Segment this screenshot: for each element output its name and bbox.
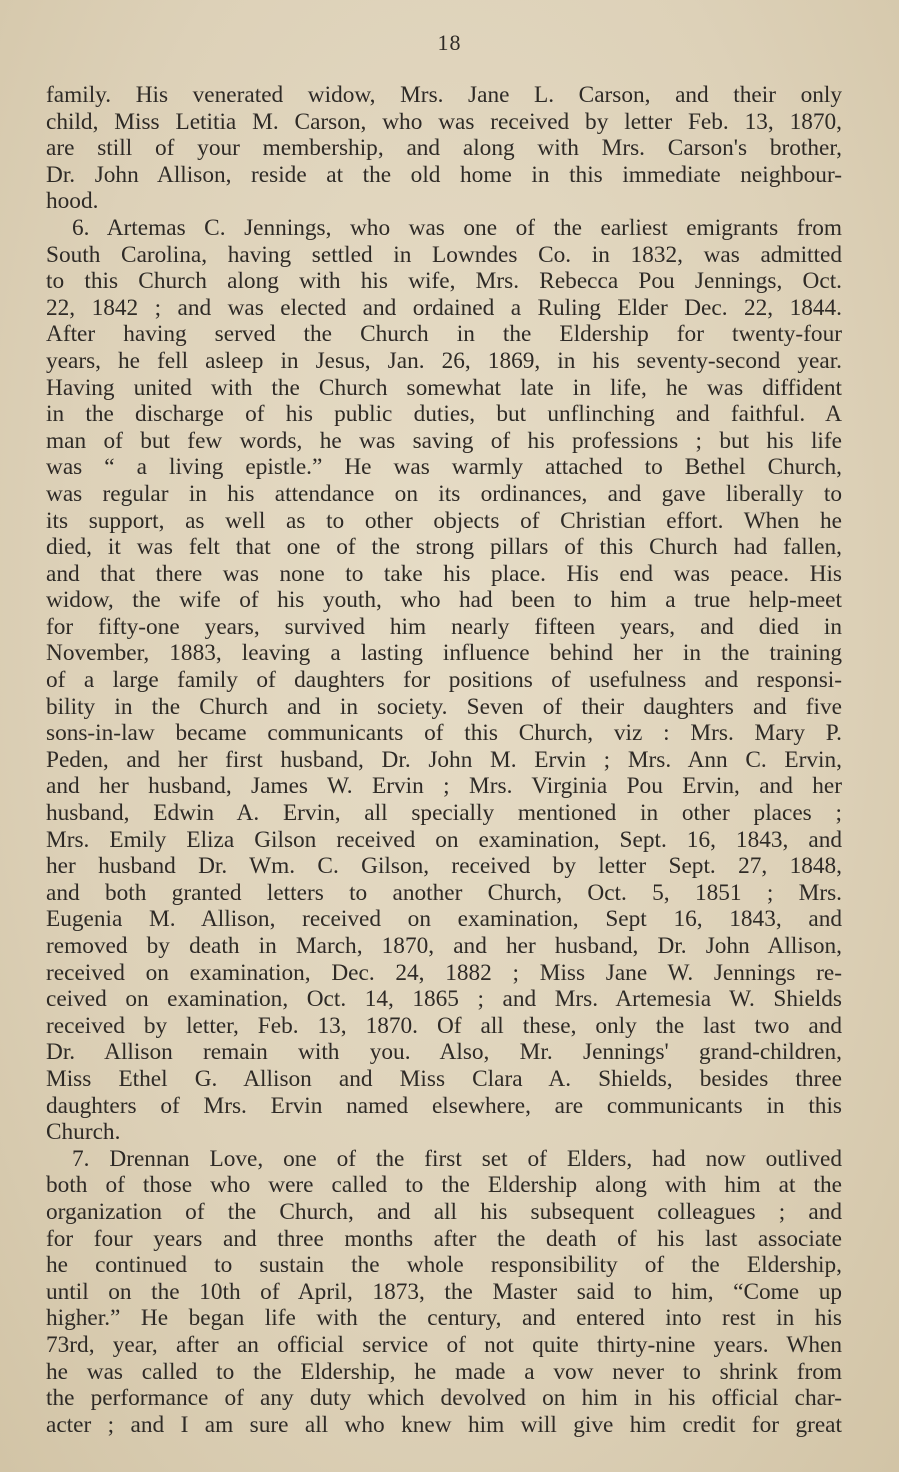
text-line: and her husband, James W. Ervin ; Mrs. Virginia Pou Ervin, and her <box>46 773 842 800</box>
page-number: 18 <box>437 30 462 55</box>
text-line: its support, as well as to other objects of Christian effort. When he <box>46 507 842 534</box>
text-line: Miss Ethel G. Allison and Miss Clara A. Shields, besides three <box>46 1065 842 1092</box>
text-line: he continued to sustain the whole responsibility of the Eldership, <box>46 1252 842 1279</box>
text-line: family. His venerated widow, Mrs. Jane L. Carson, and their only <box>46 82 842 108</box>
text-line: 73rd, year, after an official service of not quite thirty-nine years. When <box>46 1331 842 1358</box>
text-line: organization of the Church, and all his subsequent colleagues ; and <box>46 1198 842 1225</box>
body-text <box>46 82 842 1438</box>
text-line: child, Miss Letitia M. Carson, who was received by letter Feb. 13, 1870, <box>46 108 842 135</box>
text-line: removed by death in March, 1870, and her husband, Dr. John Allison, <box>46 933 842 959</box>
text-line: was “ a living epistle.” He was warmly attached to Bethel Church, <box>46 454 842 481</box>
text-line: Peden, and her first husband, Dr. John M. Ervin ; Mrs. Ann C. Ervin, <box>46 746 842 773</box>
text-line: ceived on examination, Oct. 14, 1865 ; and Mrs. Artemesia W. Shields <box>46 986 842 1013</box>
text-line: he was called to the Eldership, he made a vow never to shrink from <box>46 1358 842 1385</box>
text-line: 6. Artemas C. Jennings, who was one of the earliest emigrants from <box>72 214 842 241</box>
text-line: South Carolina, having settled in Lowndes Co. in 1832, was admitted <box>46 241 842 268</box>
text-line: in the discharge of his public duties, but unflinching and faithful. A <box>46 401 842 428</box>
text-line: to this Church along with his wife, Mrs. Rebecca Pou Jennings, Oct. <box>46 268 842 295</box>
text-line: Eugenia M. Allison, received on examination, Sept 16, 1843, and <box>46 906 842 933</box>
text-line: for fifty-one years, survived him nearly fifteen years, and died in <box>46 613 842 640</box>
text-line: sons-in-law became communicants of this Church, viz : Mrs. Mary P. <box>46 720 842 747</box>
text-line: husband, Edwin A. Ervin, all specially mentioned in other places ; <box>46 800 842 827</box>
text-line: Having united with the Church somewhat late in life, he was diffident <box>46 374 842 401</box>
text-line: died, it was felt that one of the strong pillars of this Church had fallen, <box>46 534 842 561</box>
text-line: widow, the wife of his youth, who had been to him a true help-meet <box>46 587 842 614</box>
text-line: man of but few words, he was saving of his professions ; but his life <box>46 427 842 454</box>
text-line: for four years and three months after the death of his last associate <box>46 1225 842 1252</box>
text-line: until on the 10th of April, 1873, the Master said to him, “Come up <box>46 1278 842 1305</box>
text-line: her husband Dr. Wm. C. Gilson, received by letter Sept. 27, 1848, <box>46 853 842 880</box>
text-line: Church. <box>46 1119 121 1146</box>
text-line: daughters of Mrs. Ervin named elsewhere, are communicants in this <box>46 1092 842 1119</box>
text-line: of a large family of daughters for positions of usefulness and responsi- <box>46 667 842 694</box>
text-line: received on examination, Dec. 24, 1882 ; Miss Jane W. Jennings re- <box>46 959 842 986</box>
text-line: Dr. John Allison, reside at the old home in this immediate neighbour- <box>46 161 842 188</box>
text-line: hood. <box>46 188 99 215</box>
text-line: the performance of any duty which devolved on him in his official char- <box>46 1385 842 1412</box>
text-line: bility in the Church and in society. Seven of their daughters and five <box>46 693 842 720</box>
text-line: was regular in his attendance on its ordinances, and gave liberally to <box>46 480 842 507</box>
text-line: received by letter, Feb. 13, 1870. Of all these, only the last two and <box>46 1012 842 1039</box>
text-line: and both granted letters to another Church, Oct. 5, 1851 ; Mrs. <box>46 879 842 906</box>
text-line: both of those who were called to the Eldership along with him at the <box>46 1172 842 1199</box>
text-line: acter ; and I am sure all who knew him will give him credit for great <box>46 1411 842 1438</box>
text-line: higher.” He began life with the century, and entered into rest in his <box>46 1305 842 1332</box>
text-line: are still of your membership, and along with Mrs. Carson's brother, <box>46 135 842 162</box>
text-line: November, 1883, leaving a lasting influence behind her in the training <box>46 640 842 667</box>
text-line: Dr. Allison remain with you. Also, Mr. Jennings' grand-children, <box>46 1039 842 1066</box>
text-line: 22, 1842 ; and was elected and ordained a Ruling Elder Dec. 22, 1844. <box>46 294 842 321</box>
text-line: years, he fell asleep in Jesus, Jan. 26, 1869, in his seventy-second year. <box>46 347 842 374</box>
text-line: After having served the Church in the Eldership for twenty-four <box>46 321 842 348</box>
text-line: and that there was none to take his place. His end was peace. His <box>46 560 842 587</box>
text-line: Mrs. Emily Eliza Gilson received on examination, Sept. 16, 1843, and <box>46 826 842 853</box>
text-line: 7. Drennan Love, one of the first set of Elders, had now outlived <box>72 1145 842 1172</box>
